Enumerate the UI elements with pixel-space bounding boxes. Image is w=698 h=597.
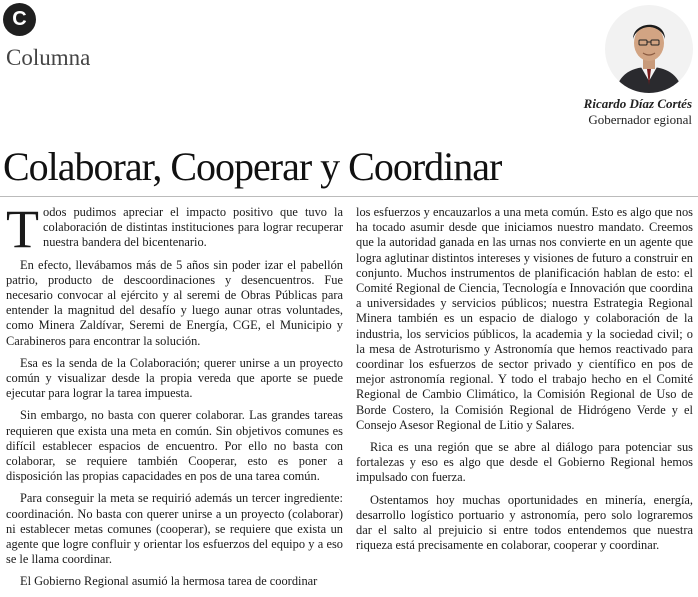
divider bbox=[0, 196, 698, 197]
paragraph: Para conseguir la meta se requirió además un tercer ingrediente: coordinación. No basta con querer unirse a un proyecto (colaborar) ni establecer metas comunes (cooperar), se requiere que exista un agente que logre confluir y orientar los esfuerzos del equipo y a eso se le llama coordinar. bbox=[6, 491, 343, 567]
column-badge: C bbox=[3, 3, 36, 36]
paragraph: El Gobierno Regional asumió la hermosa tarea de coordinar bbox=[20, 574, 318, 589]
paragraph: En efecto, llevábamos más de 5 años sin poder izar el pabellón patrio, producto de descoordinaciones y desencuentros. Fue necesario convocar al ejército y al seremi de Obras Públicas para entender la magnitud del desafío y luego aunar otras voluntades, como Minera Zaldívar, Seremi de Energía, CGE, el Municipio y Carabineros para encontrar la solución. bbox=[6, 257, 343, 348]
paragraph-text: odos pudimos apreciar el impacto positivo que tuvo la colaboración de distintas instituciones para lograr recuperar nuestra bandera del bicentenario. bbox=[43, 205, 343, 250]
article-column-2 bbox=[356, 205, 693, 560]
drop-cap: T bbox=[6, 199, 39, 259]
author-avatar bbox=[605, 5, 693, 93]
author-role: Gobernador egional bbox=[588, 112, 692, 127]
section-label: Columna bbox=[6, 45, 91, 70]
paragraph: Esa es la senda de la Colaboración; querer unirse a un proyecto común y visualizar desde la propia vereda que aporte se puede ejecutar para lograr la tarea impuesta. bbox=[6, 355, 343, 401]
paragraph: Rica es una región que se abre al diálogo para potenciar sus fortalezas y eso es algo que desde el Gobierno Regional hemos impulsado con fuerza. bbox=[356, 440, 693, 485]
paragraph: Sin embargo, no basta con querer colaborar. Las grandes tareas requieren que exista una meta en común. Sin objetivos comunes es difícil establecer espacios de encuentro. Por ello no basta con colaborar, se requiere también Cooperar, esto es poner a disposición las propias capacidades en pos de una tarea común. bbox=[6, 408, 343, 484]
author-name: Ricardo Díaz Cortés bbox=[583, 96, 692, 111]
author-portrait-icon bbox=[605, 5, 693, 93]
paragraph: los esfuerzos y encauzarlos a una meta común. Esto es algo que nos ha tocado asumir desde que iniciamos nuestro mandato. Creemos que la autoridad ganada en las urnas nos convierte en un agente que logra aglutinar distintos intereses y visiones de futuro a construir en conjunto. Muchos instrumentos de planificación hablan de esto: el Comité Regional de Ciencia, Tecnología e Innovación que coordina a universidades y servicios públicos; nuestra Estrategia Regional Minera también es un espacio de dialogo y colaboración de la industria, los servicios públicos, la academia y la sociedad civil; o la mesa de Astroturismo y Astronomía que hemos reactivado para coordinar los esfuerzos de sector privado y científico en pos de mejor astronomía regional. Y todo el trabajo hecho en el Comité Regional de Cambio Climático, la Comisión Regional de Uso de Borde Costero, la Comisión Regional de Hidrógeno Verde y el Consejo Asesor Regional de Litio y Salares. bbox=[356, 205, 693, 432]
article-title: Colaborar, Cooperar y Coordinar bbox=[3, 144, 502, 189]
paragraph bbox=[6, 199, 343, 259]
article-column-1 bbox=[6, 199, 343, 597]
paragraph: Ostentamos hoy muchas oportunidades en minería, energía, desarrollo logístico portuario y astronomía, pero solo lograremos dar el salto al prejuicio si entre todos entendemos que nuestra riqueza está precisamente en colaborar, cooperar y coordinar. bbox=[356, 492, 693, 553]
